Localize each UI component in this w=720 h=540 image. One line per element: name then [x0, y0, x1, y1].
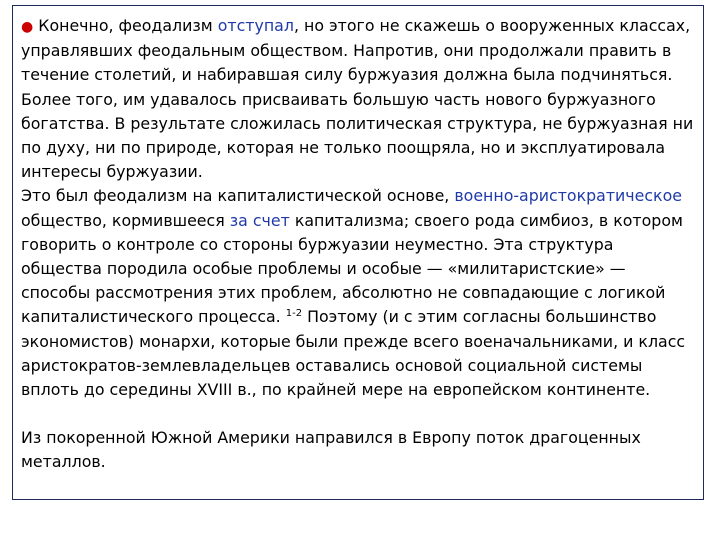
bullet-icon: ●: [21, 19, 34, 35]
p2-text-4: Поэтому (и с этим согласны большинство экономистов) монархи, которые были прежде всего военачальниками, и класс аристократов-землевладельцев оставались основой социальной системы вплоть до середины XVIII в., по крайней мере на европейском континенте.: [21, 307, 686, 400]
link-otstupal[interactable]: отступал: [217, 16, 294, 35]
text-frame: [12, 5, 704, 500]
paragraph-2: [21, 184, 695, 402]
p1-text-2: , но этого не скажешь о вооруженных классах, управлявших феодальным обществом. Напротив, они продолжали править в течение столетий, и набиравшая силу буржуазия должна была подчиняться. Более того, им удавалось присваивать большую часть нового буржуазного богатства. В результате сложилась политическая структура, не буржуазная ни по духу, ни по природе, которая не только поощряла, но и эксплуатировала интересы буржуазии.: [21, 16, 694, 182]
link-za-schet[interactable]: за счет: [229, 210, 290, 230]
paragraph-3: Из покоренной Южной Америки направился в Европу поток драгоценных металлов.: [21, 428, 641, 472]
p1-text-1: Конечно, феодализм: [33, 16, 218, 35]
p2-text-2: общество, кормившееся: [21, 210, 230, 230]
paragraph-1: [21, 14, 695, 184]
link-voenno-aristokraticheskoe[interactable]: военно-аристократическое: [454, 186, 682, 206]
p2-text-1: Это был феодализм на капиталистической основе,: [21, 186, 455, 206]
paragraph-gap: [21, 402, 695, 426]
p2-text-3: капитализма; своего рода симбиоз, в котором говорить о контроле со стороны буржуазии неуместно. Эта структура общества породила особые проблемы и особые — «милитаристские» — способы рассмотрения этих проблем, абсолютно не совпадающие с логикой капиталистического процесса.: [21, 210, 683, 327]
footnote-ref: 1-2: [285, 308, 303, 320]
